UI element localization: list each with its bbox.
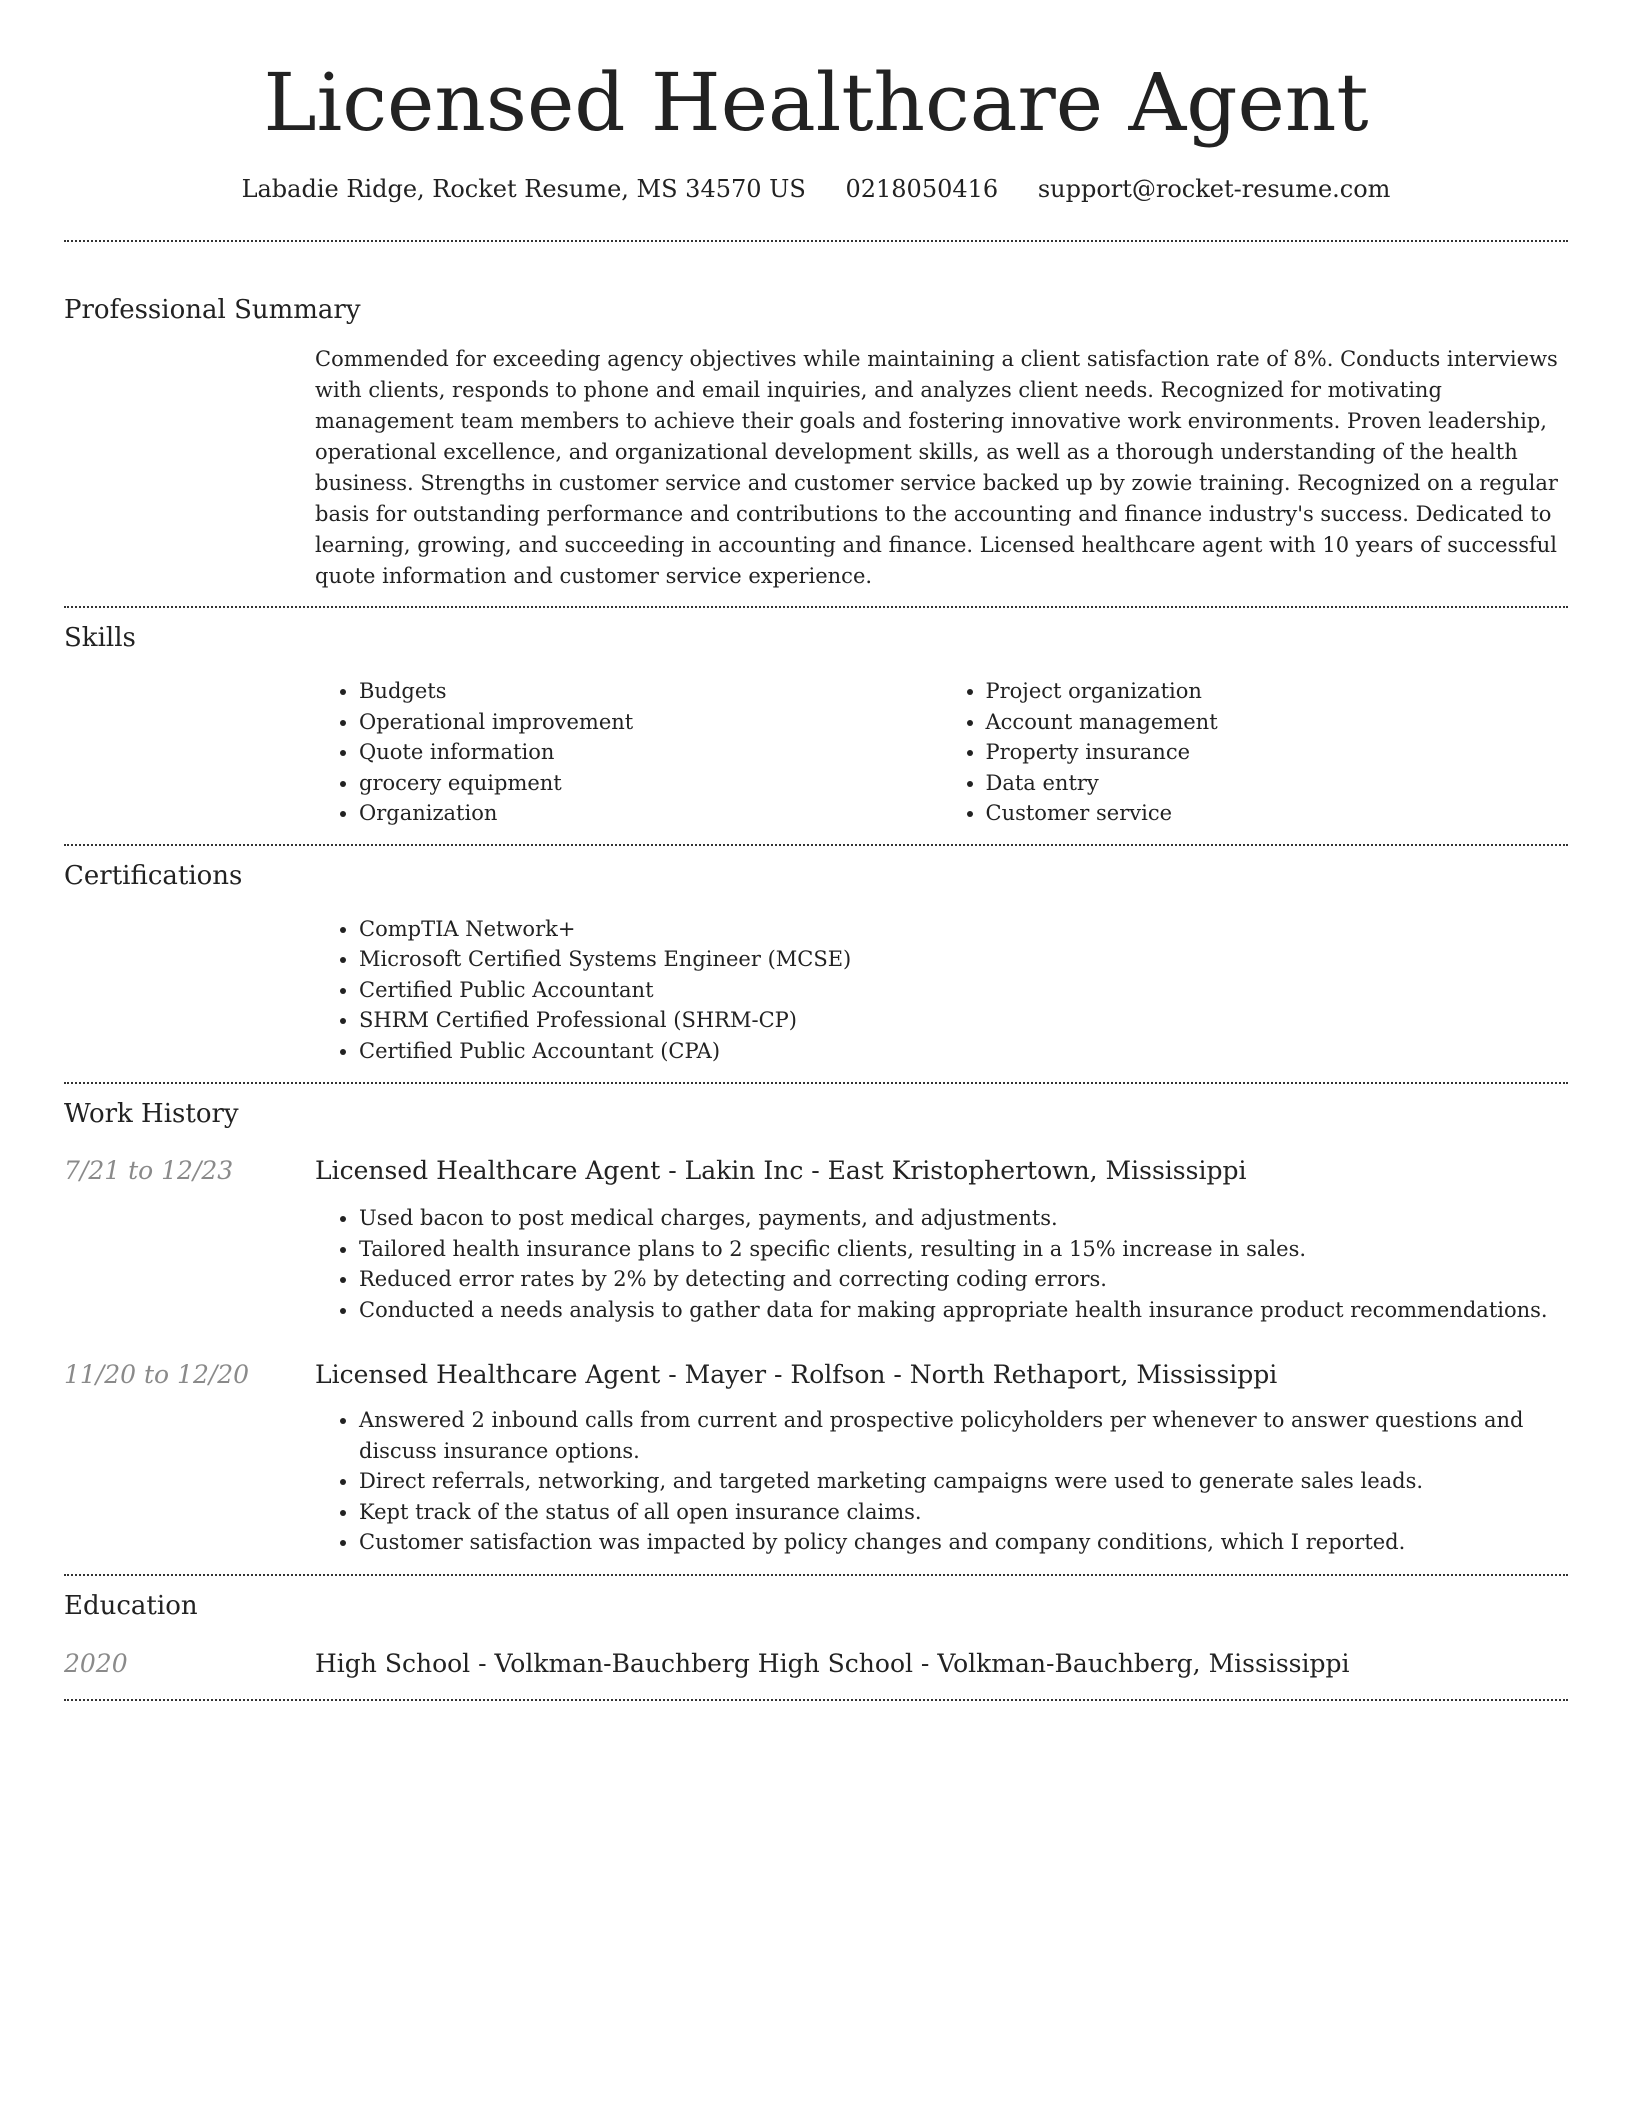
job-title: Licensed Healthcare Agent - Mayer - Rolfson - North Rethaport, Mississippi (315, 1360, 1278, 1389)
education-title: High School - Volkman-Bauchberg High School - Volkman-Bauchberg, Mississippi (315, 1648, 1350, 1678)
skill-item: • Data entry (986, 768, 1569, 799)
header-divider (64, 240, 1568, 242)
summary-text: Commended for exceeding agency objectives while maintaining a client satisfaction rate of 8%. Conducts interviews with clients, responds to phone and email inquiries, and analyzes client needs. Recognized for motivating management team members to achieve their goals and fostering innovative work environments. Proven leadership, operational excellence, and organizational development skills, as well as a thorough understanding of the health business. Strengths in customer service and customer service backed up by zowie training. Recognized on a regular basis for outstanding performance and contributions to the accounting and finance industry's success. Dedicated to learning, growing, and succeeding in accounting and finance. Licensed healthcare agent with 10 years of successful quote information and customer service experience. (315, 347, 1558, 588)
job-bullet: • Customer satisfaction was impacted by policy changes and company conditions, which I reported. (359, 1527, 1568, 1558)
skills-columns (315, 676, 1568, 829)
education-entry (64, 1646, 1568, 1682)
work-history-heading: Work History (64, 1099, 239, 1129)
skill-item: • Operational improvement (359, 707, 942, 738)
education-section (64, 1588, 1568, 1682)
job-bullets (315, 1203, 1568, 1325)
summary-section (64, 292, 1568, 592)
skills-section (64, 620, 1568, 829)
work-history-section (64, 1096, 1568, 1558)
skill-item: • Property insurance (986, 737, 1569, 768)
certification-item: • SHRM Certified Professional (SHRM-CP) (359, 1005, 1568, 1036)
section-divider (64, 844, 1568, 846)
skill-item: • Quote information (359, 737, 942, 768)
job-bullet: • Tailored health insurance plans to 2 specific clients, resulting in a 15% increase in sales. (359, 1234, 1568, 1265)
job-entry (64, 1357, 1568, 1393)
job-dates: 11/20 to 12/20 (64, 1360, 250, 1389)
job-bullet: • Reduced error rates by 2% by detecting and correcting coding errors. (359, 1264, 1568, 1295)
contact-email: support@rocket-resume.com (1037, 175, 1391, 203)
job-details (315, 1405, 1568, 1558)
skill-item: • grocery equipment (359, 768, 942, 799)
certifications-section (64, 858, 1568, 1067)
job-bullet: • Used bacon to post medical charges, payments, and adjustments. (359, 1203, 1568, 1234)
contact-address: Labadie Ridge, Rocket Resume, MS 34570 US (241, 175, 806, 203)
job-bullets (315, 1405, 1568, 1558)
skill-item: • Account management (986, 707, 1569, 738)
skills-list-left (315, 676, 942, 829)
skill-item: • Organization (359, 798, 942, 829)
certification-item: • Certified Public Accountant (359, 975, 1568, 1006)
section-divider (64, 1082, 1568, 1084)
job-bullet: • Conducted a needs analysis to gather data for making appropriate health insurance product recommendations. (359, 1295, 1568, 1326)
job-bullet: • Kept track of the status of all open insurance claims. (359, 1497, 1568, 1528)
certification-item: • Certified Public Accountant (CPA) (359, 1036, 1568, 1067)
certification-item: • CompTIA Network+ (359, 914, 1568, 945)
skill-item: • Budgets (359, 676, 942, 707)
contact-phone: 0218050416 (845, 175, 999, 203)
summary-heading: Professional Summary (64, 295, 361, 325)
job-entry (64, 1153, 1568, 1189)
job-dates: 7/21 to 12/23 (64, 1156, 234, 1185)
skill-item: • Customer service (986, 798, 1569, 829)
contact-line (64, 172, 1568, 206)
skills-heading: Skills (64, 623, 136, 653)
job-title: Licensed Healthcare Agent - Lakin Inc - East Kristophertown, Mississippi (315, 1156, 1247, 1185)
education-heading: Education (64, 1590, 198, 1621)
certifications-content (315, 914, 1568, 1067)
job-bullet: • Direct referrals, networking, and targeted marketing campaigns were used to generate sales leads. (359, 1466, 1568, 1497)
section-divider (64, 1574, 1568, 1576)
skill-item: • Project organization (986, 676, 1569, 707)
resume-name: Licensed Healthcare Agent (263, 56, 1369, 149)
certification-item: • Microsoft Certified Systems Engineer (MCSE) (359, 944, 1568, 975)
job-details (315, 1203, 1568, 1325)
summary-content (315, 344, 1568, 592)
certifications-list (315, 914, 1568, 1067)
section-divider (64, 606, 1568, 608)
section-divider (64, 1699, 1568, 1701)
skills-list-right (942, 676, 1569, 829)
job-bullet: • Answered 2 inbound calls from current and prospective policyholders per whenever to answer questions and discuss insurance options. (359, 1405, 1568, 1466)
education-year: 2020 (64, 1648, 128, 1678)
certifications-heading: Certifications (64, 860, 243, 891)
